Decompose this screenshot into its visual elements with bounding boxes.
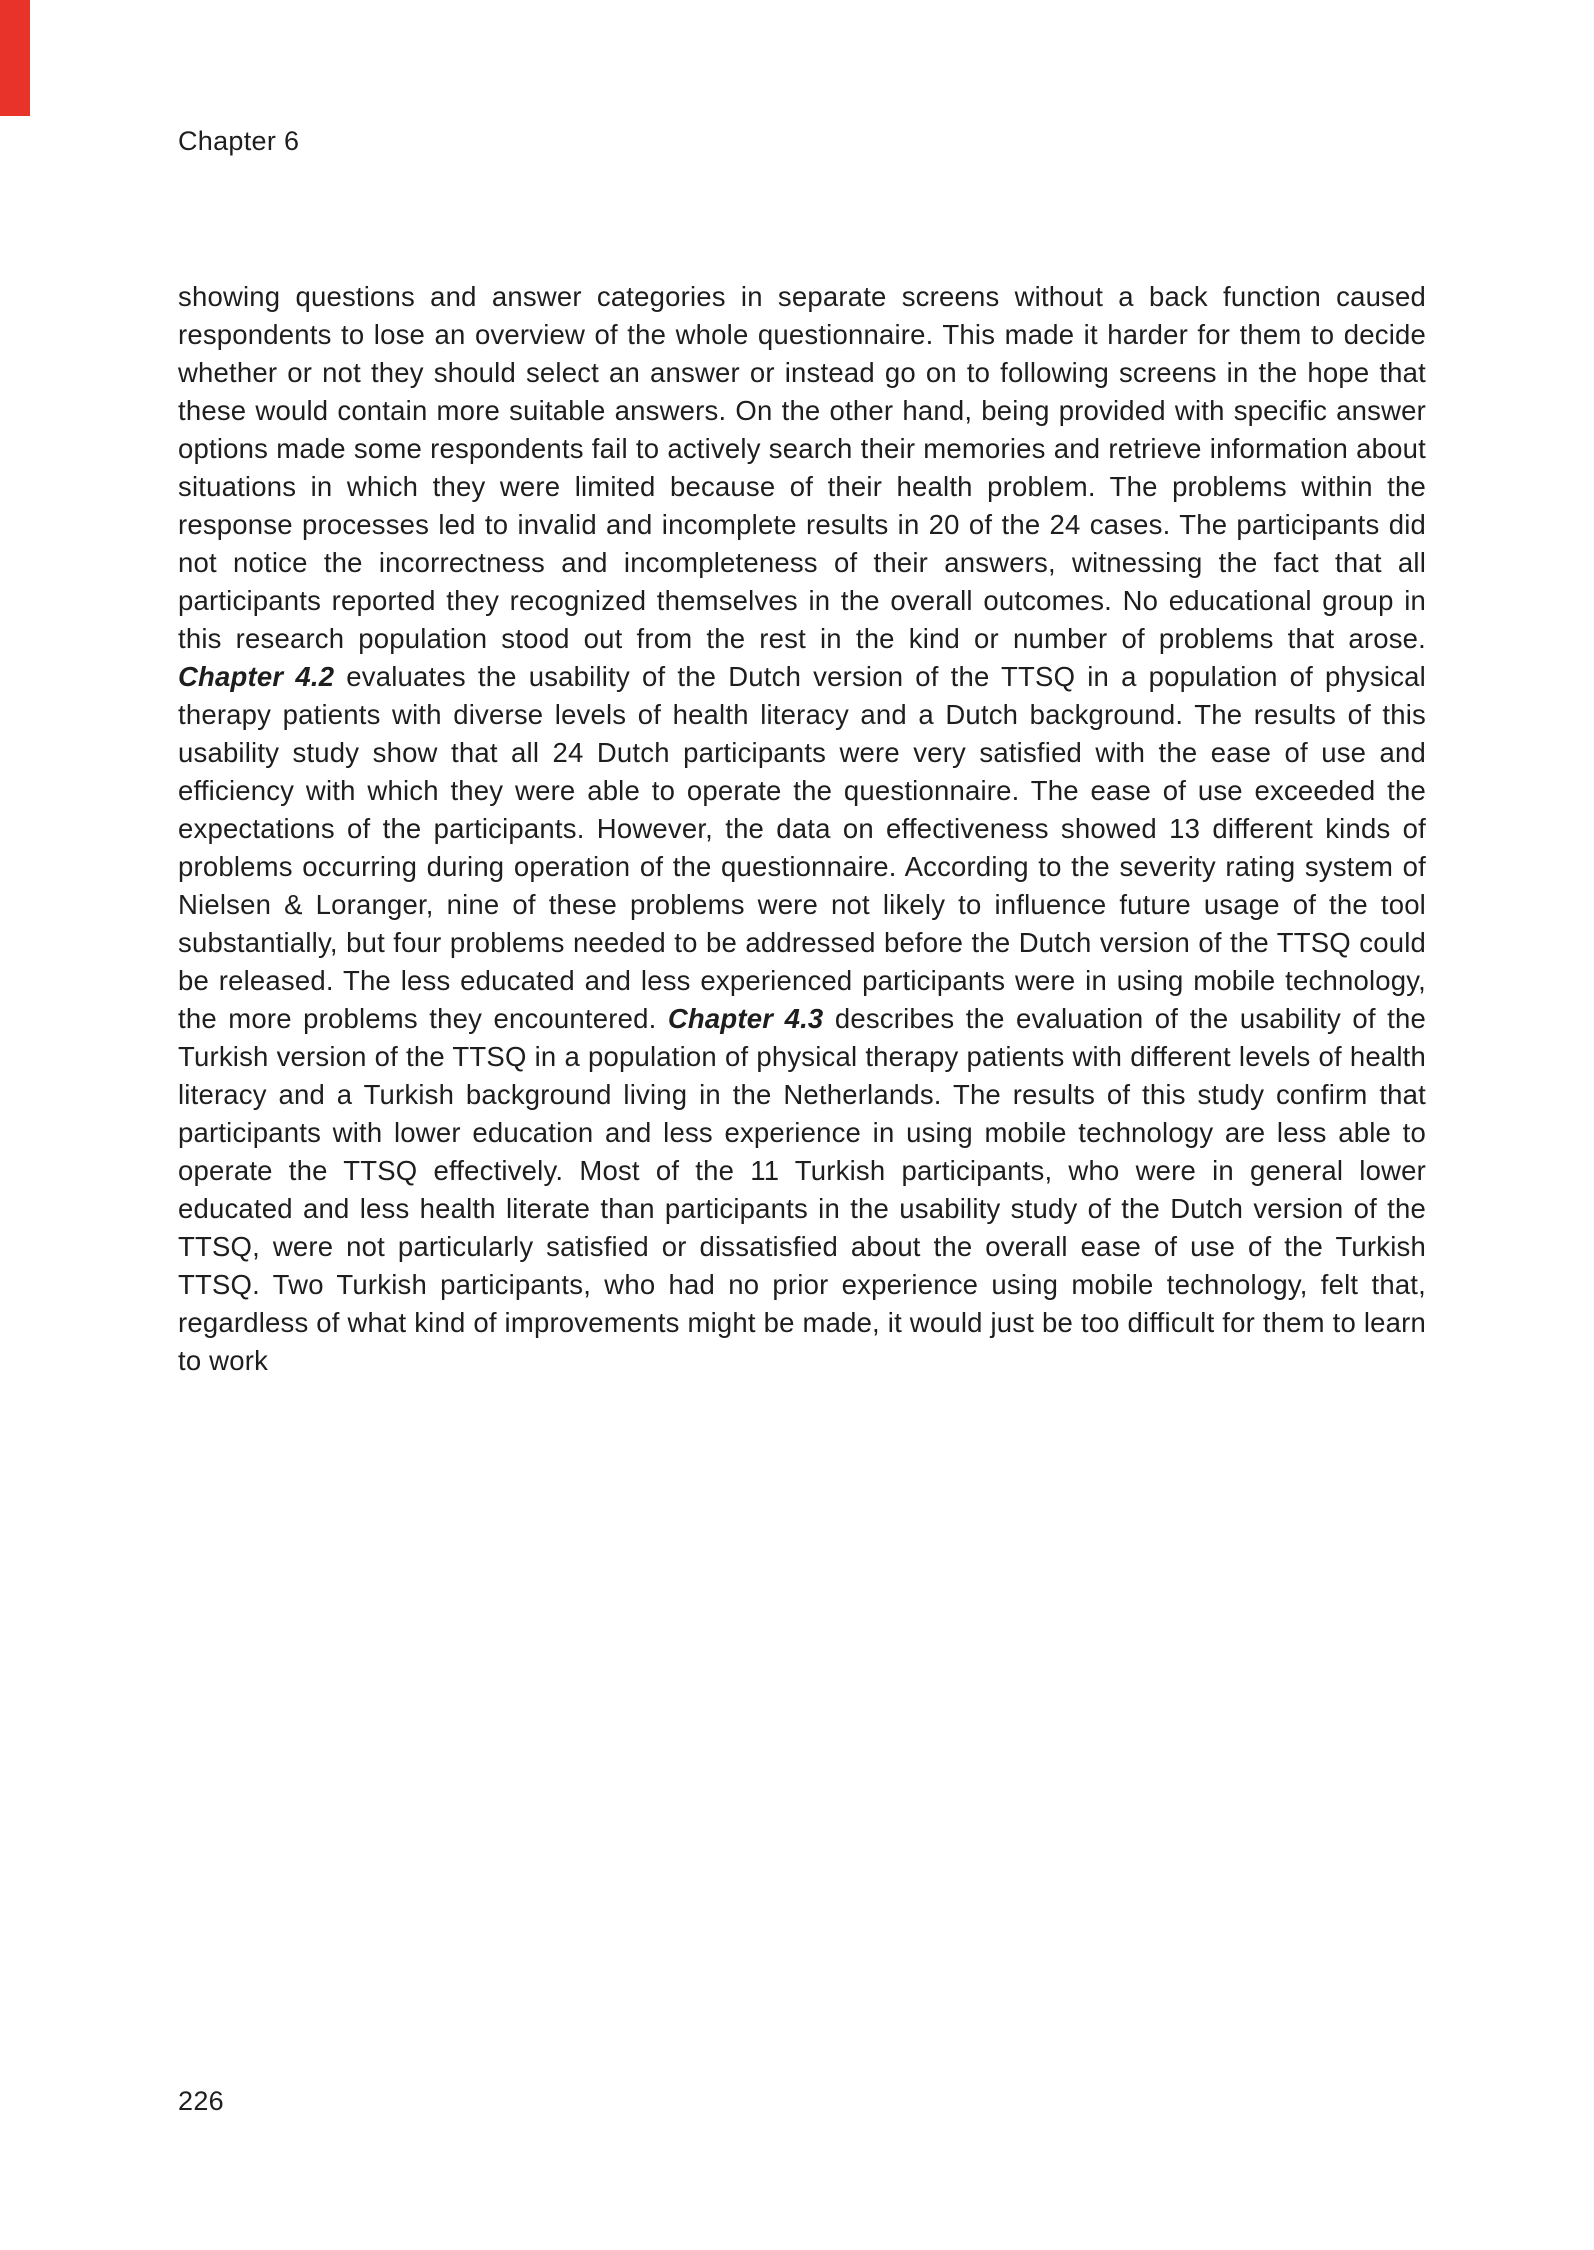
chapter-4-3-reference: Chapter 4.3 bbox=[667, 1002, 824, 1034]
page-number: 226 bbox=[178, 2086, 224, 2116]
chapter-edge-tab-marker bbox=[0, 0, 30, 116]
body-paragraph bbox=[178, 278, 1426, 1380]
chapter-4-2-reference: Chapter 4.2 bbox=[178, 660, 335, 692]
running-header: Chapter 6 bbox=[178, 126, 300, 156]
body-segment: showing questions and answer categories in separate screens without a back function caused respondents to lose an overview of the whole questionnaire. This made it harder for them to decide whether or not they should select an answer or instead go on to following screens in the hope that these would contain more suitable answers. On the other hand, being provided with specific answer options made some respondents fail to actively search their memories and retrieve information about situations in which they were limited because of their health problem. The problems within the response processes led to invalid and incomplete results in 20 of the 24 cases. The participants did not notice the incorrectness and incompleteness of their answers, witnessing the fact that all participants reported they recognized themselves in the overall outcomes. No educational group in this research population stood out from the rest in the kind or number of problems that arose. bbox=[178, 280, 1426, 654]
body-segment: describes the evaluation of the usability of the Turkish version of the TTSQ in a population of physical therapy patients with different levels of health literacy and a Turkish background living in the Netherlands. The results of this study confirm that participants with lower education and less experience in using mobile technology are less able to operate the TTSQ effectively. Most of the 11 Turkish participants, who were in general lower educated and less health literate than participants in the usability study of the Dutch version of the TTSQ, were not particularly satisfied or dissatisfied about the overall ease of use of the Turkish TTSQ. Two Turkish participants, who had no prior experience using mobile technology, felt that, regardless of what kind of improvements might be made, it would just be too difficult for them to learn to work bbox=[178, 1002, 1426, 1376]
body-segment: evaluates the usability of the Dutch version of the TTSQ in a population of physical therapy patients with diverse levels of health literacy and a Dutch background. The results of this usability study show that all 24 Dutch participants were very satisfied with the ease of use and efficiency with which they were able to operate the questionnaire. The ease of use exceeded the expectations of the participants. However, the data on effectiveness showed 13 different kinds of problems occurring during operation of the questionnaire. According to the severity rating system of Nielsen & Loranger, nine of these problems were not likely to influence future usage of the tool substantially, but four problems needed to be addressed before the Dutch version of the TTSQ could be released. The less educated and less experienced participants were in using mobile technology, the more problems they encountered. bbox=[178, 660, 1426, 1034]
